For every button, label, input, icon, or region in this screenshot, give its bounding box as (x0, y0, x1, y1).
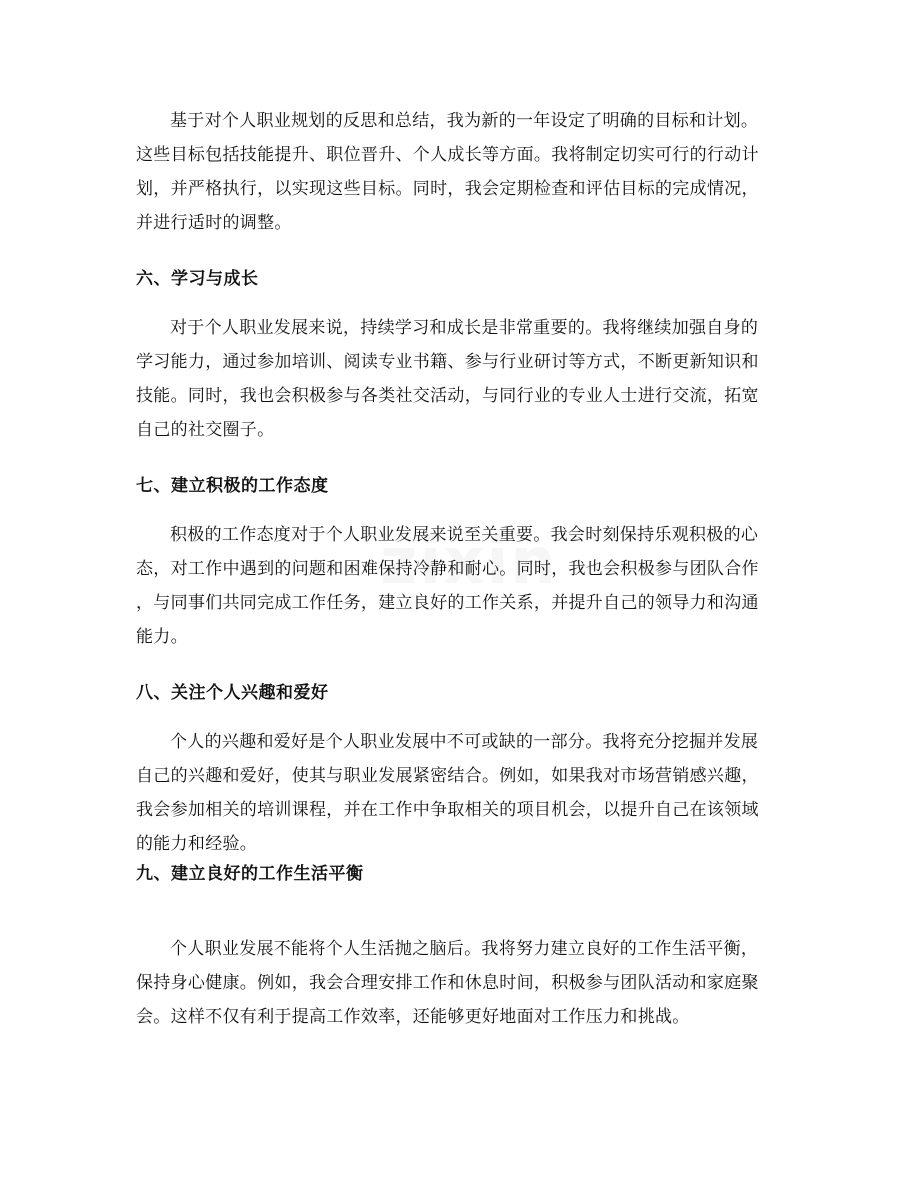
paragraph-line: 积极的工作态度对于个人职业发展来说至关重要。我会时刻保持乐观积极的心 (170, 525, 759, 545)
section-paragraph-6 (136, 311, 796, 447)
paragraph-line: 自己的兴趣和爱好，使其与职业发展紧密结合。例如，如果我对市场营销感兴趣， (136, 766, 759, 786)
paragraph-line: 并进行适时的调整。 (136, 213, 292, 233)
paragraph-line: 基于对个人职业规划的反思和总结，我为新的一年设定了明确的目标和计划。 (170, 111, 759, 131)
intro-paragraph (136, 104, 796, 240)
paragraph-line: 这些目标包括技能提升、职位晋升、个人成长等方面。我将制定切实可行的行动计 (136, 145, 759, 165)
paragraph-line: 会。这样不仅有利于提高工作效率，还能够更好地面对工作压力和挑战。 (136, 1007, 690, 1027)
paragraph-line: 的能力和经验。 (136, 834, 258, 854)
section-heading-9: 九、建立良好的工作生活平衡 (136, 864, 364, 884)
paragraph-line: 个人职业发展不能将个人生活抛之脑后。我将努力建立良好的工作生活平衡， (170, 939, 759, 959)
paragraph-line: 个人的兴趣和爱好是个人职业发展中不可或缺的一部分。我将充分挖掘并发展 (170, 732, 759, 752)
section-heading-6: 六、学习与成长 (136, 269, 259, 289)
paragraph-line: ，与同事们共同完成工作任务，建立良好的工作关系，并提升自己的领导力和沟通 (136, 593, 759, 613)
section-heading-7: 七、建立积极的工作态度 (136, 476, 329, 496)
paragraph-line: 能力。 (136, 627, 188, 647)
paragraph-line: 保持身心健康。例如，我会合理安排工作和休息时间，积极参与团队活动和家庭聚 (136, 973, 759, 993)
paragraph-line: 态，对工作中遇到的问题和困难保持冷静和耐心。同时，我也会积极参与团队合作 (136, 559, 759, 579)
paragraph-line: 技能。同时，我也会积极参与各类社交活动，与同行业的专业人士进行交流，拓宽 (136, 386, 759, 406)
section-paragraph-8 (136, 725, 796, 861)
paragraph-line: 我会参加相关的培训课程，并在工作中争取相关的项目机会，以提升自己在该领域 (136, 800, 759, 820)
paragraph-line: 划，并严格执行，以实现这些目标。同时，我会定期检查和评估目标的完成情况， (136, 179, 759, 199)
section-paragraph-7 (136, 518, 796, 654)
section-heading-8: 八、关注个人兴趣和爱好 (136, 683, 329, 703)
section-paragraph-9 (136, 932, 796, 1034)
paragraph-line: 自己的社交圈子。 (136, 420, 275, 440)
paragraph-line: 对于个人职业发展来说，持续学习和成长是非常重要的。我将继续加强自身的 (170, 318, 759, 338)
paragraph-line: 学习能力，通过参加培训、阅读专业书籍、参与行业研讨等方式，不断更新知识和 (136, 352, 759, 372)
